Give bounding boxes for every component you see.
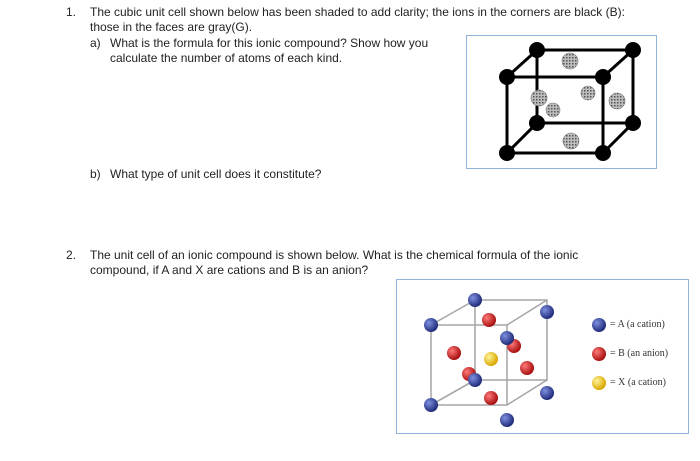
q1a-label: a) (90, 36, 101, 50)
ion-b (520, 361, 534, 375)
corner-ion (625, 115, 641, 131)
ion-b (484, 391, 498, 405)
ion-a (468, 293, 482, 307)
ion-b (482, 313, 496, 327)
corner-ion (529, 42, 545, 58)
face-ion-left (531, 90, 547, 106)
corner-ion (529, 115, 545, 131)
face-ions (531, 53, 625, 149)
ion-a (500, 413, 514, 427)
ion-x (484, 352, 498, 366)
corner-ion (595, 69, 611, 85)
face-ion-back (581, 86, 595, 100)
legend-label-b: = B (an anion) (610, 348, 669, 359)
unit-cell-figure-1 (466, 35, 657, 169)
face-ion-front (546, 103, 560, 117)
face-ion-bottom (563, 133, 579, 149)
corner-ion (625, 42, 641, 58)
q1b-label: b) (90, 167, 101, 181)
ion-a (540, 386, 554, 400)
cubic-unit-cell-diagram (467, 36, 655, 167)
corner-ion (499, 145, 515, 161)
ion-a (540, 305, 554, 319)
ion-b (447, 346, 461, 360)
face-ion-right (609, 93, 625, 109)
legend-label-x: = X (a cation) (610, 377, 666, 388)
legend-swatch-x (592, 376, 606, 390)
ion-a (500, 331, 514, 345)
q1a-text-line1: What is the formula for this ionic compound? Show how you (110, 36, 429, 50)
ion-a (468, 373, 482, 387)
q1-number: 1. (66, 5, 77, 19)
q1-text-line2: those in the faces are gray(G). (90, 20, 253, 34)
q2-text-line1: The unit cell of an ionic compound is shown below. What is the chemical formula of the ionic (90, 248, 579, 262)
q1b-text: What type of unit cell does it constitute? (110, 167, 322, 181)
unit-cell-figure-2 (396, 279, 689, 434)
q2-text-line2: compound, if A and X are cations and B is an anion? (90, 263, 369, 277)
corner-ion (499, 69, 515, 85)
legend-swatch-b (592, 347, 606, 361)
ion-a (424, 318, 438, 332)
corner-ion (595, 145, 611, 161)
q2-number: 2. (66, 248, 77, 262)
face-ion-top (562, 53, 578, 69)
legend-label-a: = A (a cation) (610, 319, 665, 330)
q1a-text-line2: calculate the number of atoms of each kind. (110, 51, 343, 65)
q1-text-line1: The cubic unit cell shown below has been shaded to add clarity; the ions in the corners are black (B): (90, 5, 625, 19)
ion-a (424, 398, 438, 412)
legend-swatch-a (592, 318, 606, 332)
